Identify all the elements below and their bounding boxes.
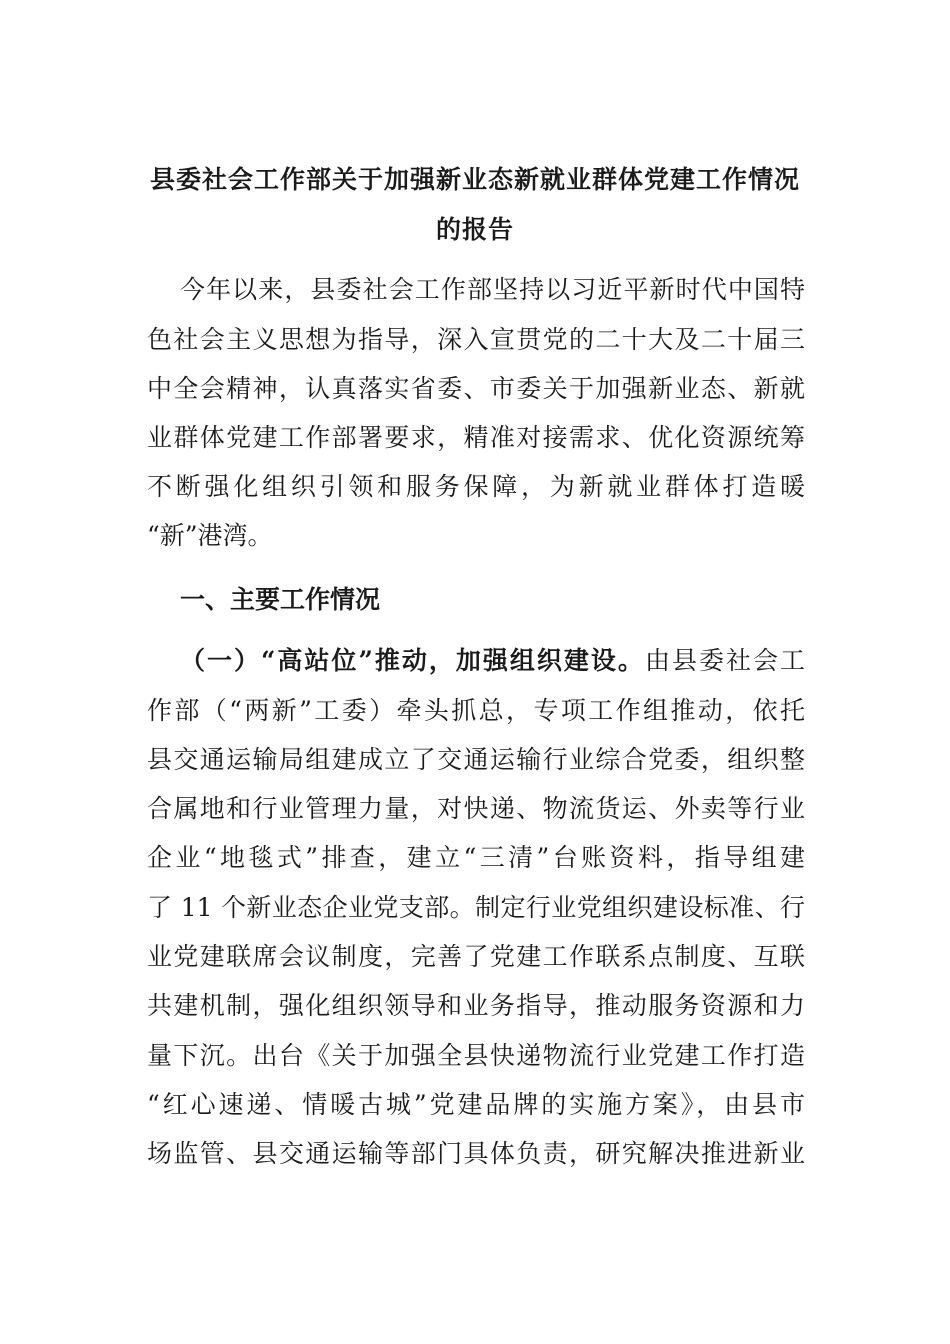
subsection-paragraph-line: 合属地和行业管理力量，对快递、物流货运、外卖等行业 xyxy=(147,794,805,823)
intro-paragraph-line: “新”港湾。 xyxy=(147,521,273,550)
subsection-paragraph-line: 场监管、县交通运输等部门具体负责，研究解决推进新业 xyxy=(147,1139,805,1168)
subsection-first-line-text: 由县委社会工 xyxy=(644,646,805,675)
subsection-paragraph-line: 县交通运输局组建成立了交通运输行业综合党委，组织整 xyxy=(147,745,805,774)
subsection-heading: （一）“高站位”推动，加强组织建设。 xyxy=(180,646,645,675)
subsection-paragraph-line: 了 11 个新业态企业党支部。制定行业党组织建设标准、行 xyxy=(147,893,805,922)
subsection-paragraph-line: 量下沉。出台《关于加强全县快递物流行业党建工作打造 xyxy=(147,1041,805,1070)
intro-paragraph-line: 色社会主义思想为指导，深入宣贯党的二十大及二十届三 xyxy=(147,325,805,354)
intro-paragraph-line: 不断强化组织引领和服务保障，为新就业群体打造暖 xyxy=(147,472,805,501)
document-title-line-1: 县委社会工作部关于加强新业态新就业群体党建工作情况 xyxy=(149,165,800,194)
intro-paragraph-line: 今年以来，县委社会工作部坚持以习近平新时代中国特 xyxy=(180,275,805,304)
subsection-paragraph-line: 企业“地毯式”排查，建立“三清”台账资料，指导组建 xyxy=(147,843,805,872)
subsection-paragraph-line: “红心速递、情暖古城”党建品牌的实施方案》，由县市 xyxy=(147,1090,805,1119)
intro-paragraph-line: 中全会精神，认真落实省委、市委关于加强新业态、新就 xyxy=(147,374,805,403)
subsection-first-line xyxy=(180,643,805,679)
document-title-line-2: 的报告 xyxy=(435,215,514,244)
subsection-paragraph-line: 作部（“两新”工委）牵头抓总，专项工作组推动，依托 xyxy=(147,696,805,725)
intro-paragraph-line: 业群体党建工作部署要求，精准对接需求、优化资源统筹 xyxy=(147,423,805,452)
subsection-paragraph-line: 业党建联席会议制度，完善了党建工作联系点制度、互联 xyxy=(147,942,805,971)
section-heading: 一、主要工作情况 xyxy=(180,585,381,614)
subsection-paragraph-line: 共建机制，强化组织领导和业务指导，推动服务资源和力 xyxy=(147,991,805,1020)
